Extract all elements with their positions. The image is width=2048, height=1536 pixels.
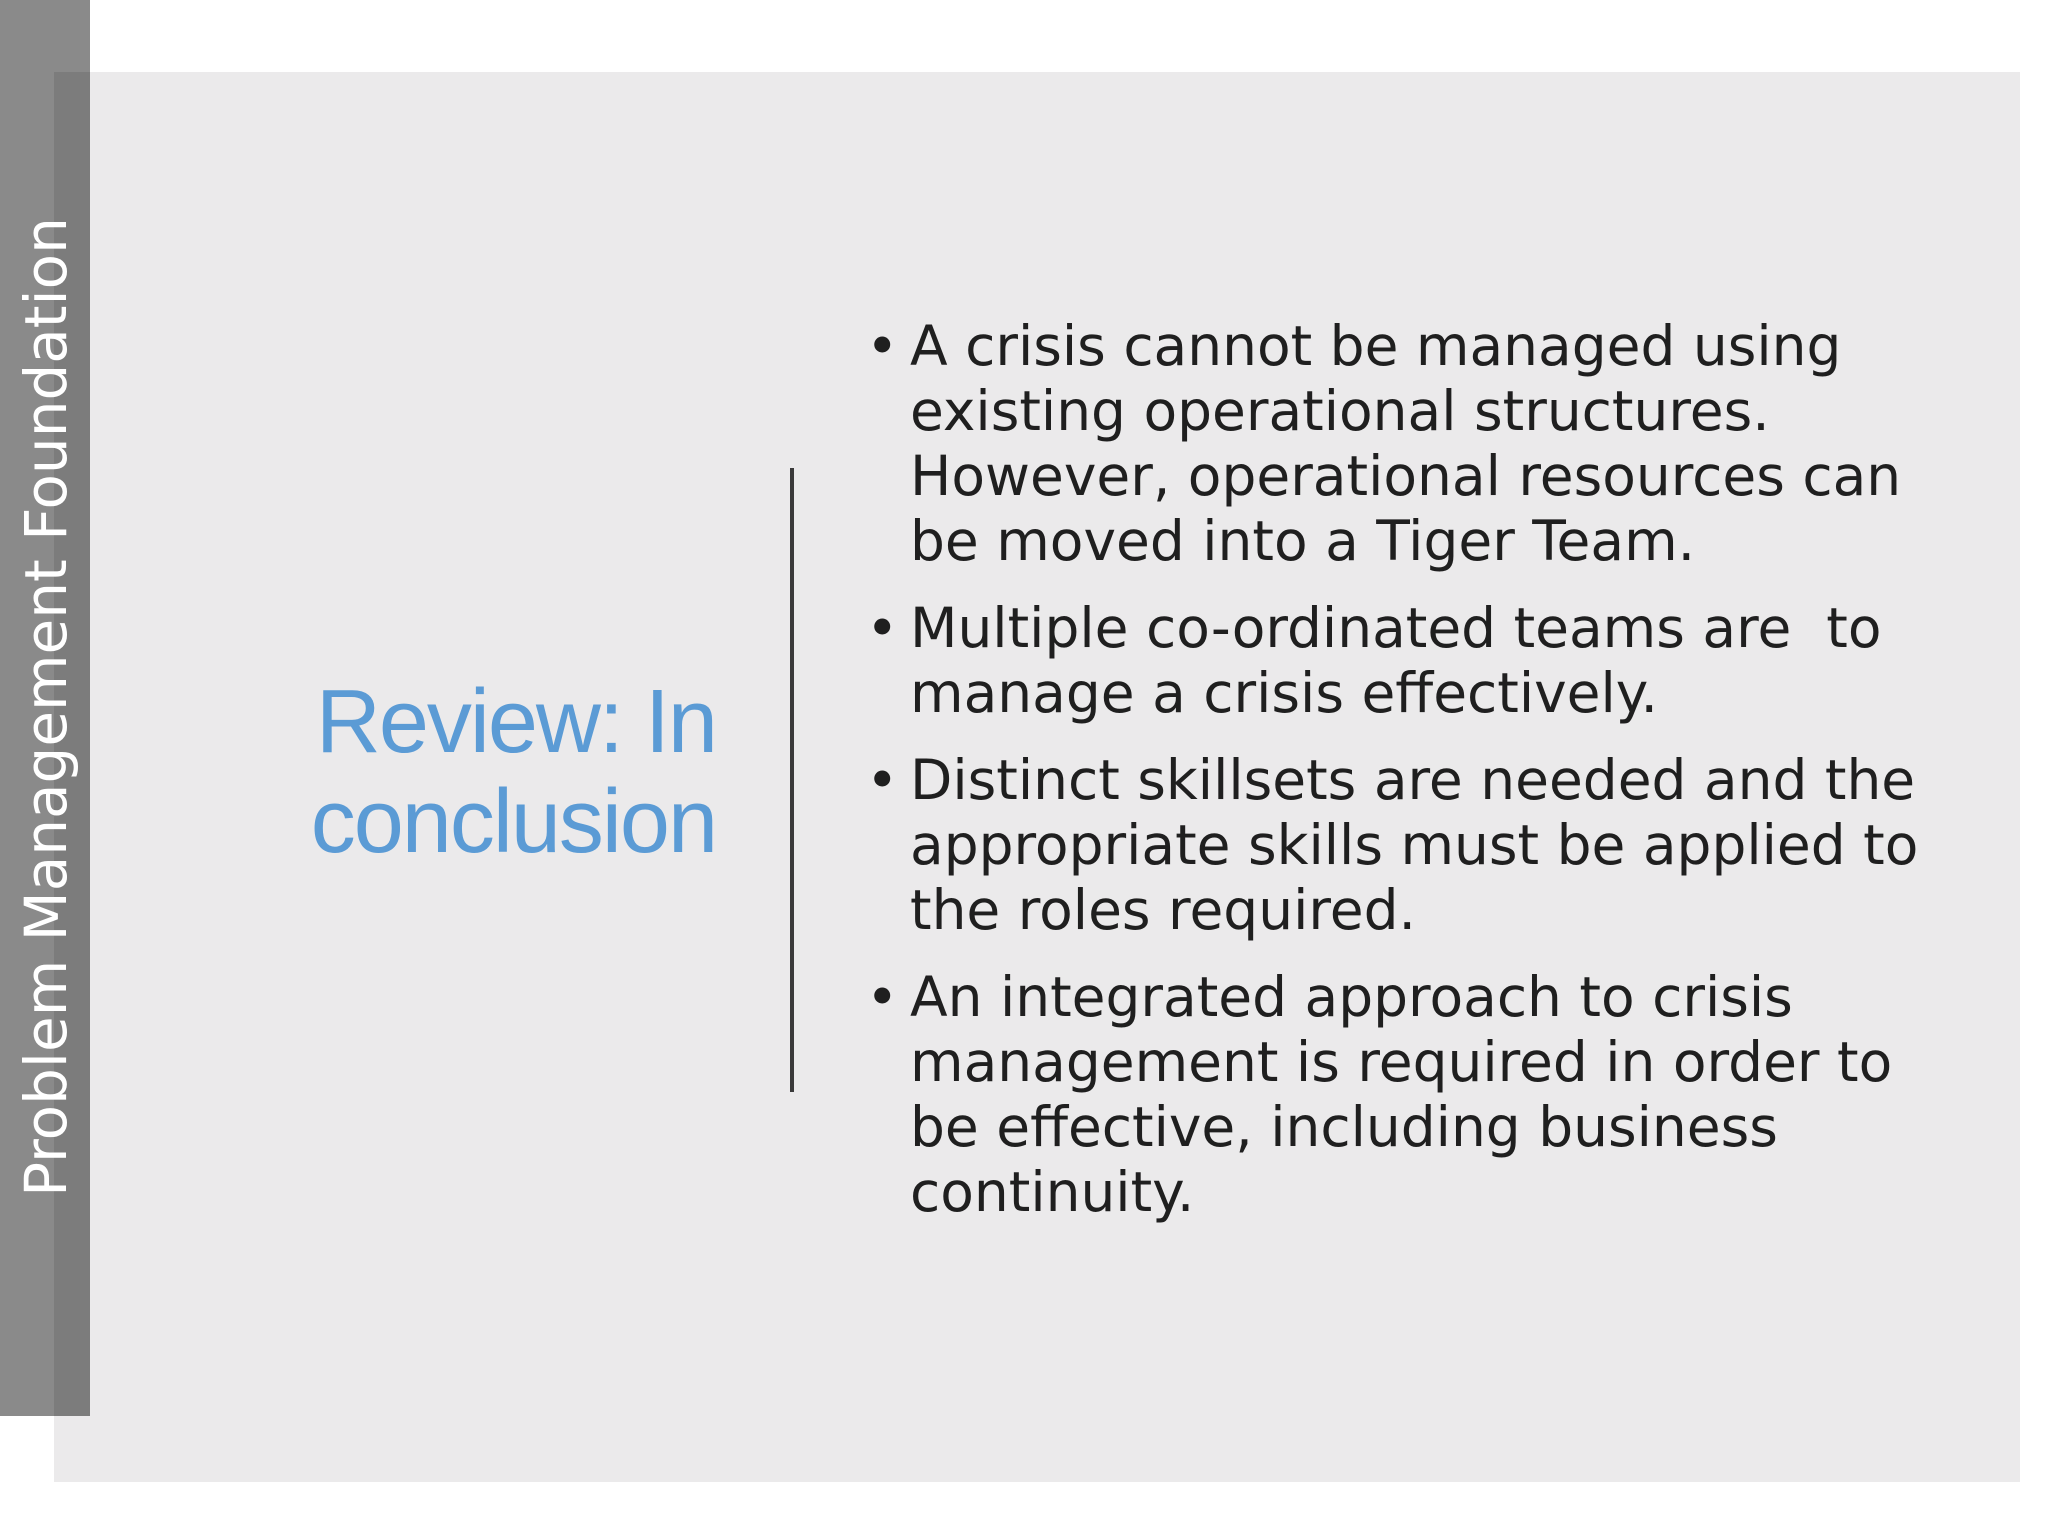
- bullet-item: [866, 596, 1976, 726]
- bullet-text: A crisis cannot be managed using existing operational structures. However, operational resources can be moved into a Tiger Team.: [910, 314, 1902, 573]
- bullet-icon: •: [866, 314, 899, 378]
- bullet-icon: •: [866, 748, 899, 812]
- bullet-text: Multiple co-ordinated teams are to manage a crisis effectively.: [910, 596, 1900, 725]
- side-band: [0, 0, 90, 1416]
- bullet-icon: •: [866, 596, 899, 660]
- bullet-text: An integrated approach to crisis management is required in order to be effective, including business continuity.: [910, 965, 1893, 1224]
- bullet-item: [866, 748, 1976, 943]
- bullet-list: [866, 314, 1976, 1247]
- bullet-item: [866, 965, 1976, 1225]
- bullet-item: [866, 314, 1976, 574]
- slide-heading: Review: In conclusion: [310, 672, 716, 872]
- sidebar-title: Problem Management Foundation: [12, 217, 80, 1197]
- vertical-divider: [790, 468, 794, 1092]
- bullet-text: Distinct skillsets are needed and the appropriate skills must be applied to the roles required.: [910, 748, 1919, 942]
- bullet-icon: •: [866, 965, 899, 1029]
